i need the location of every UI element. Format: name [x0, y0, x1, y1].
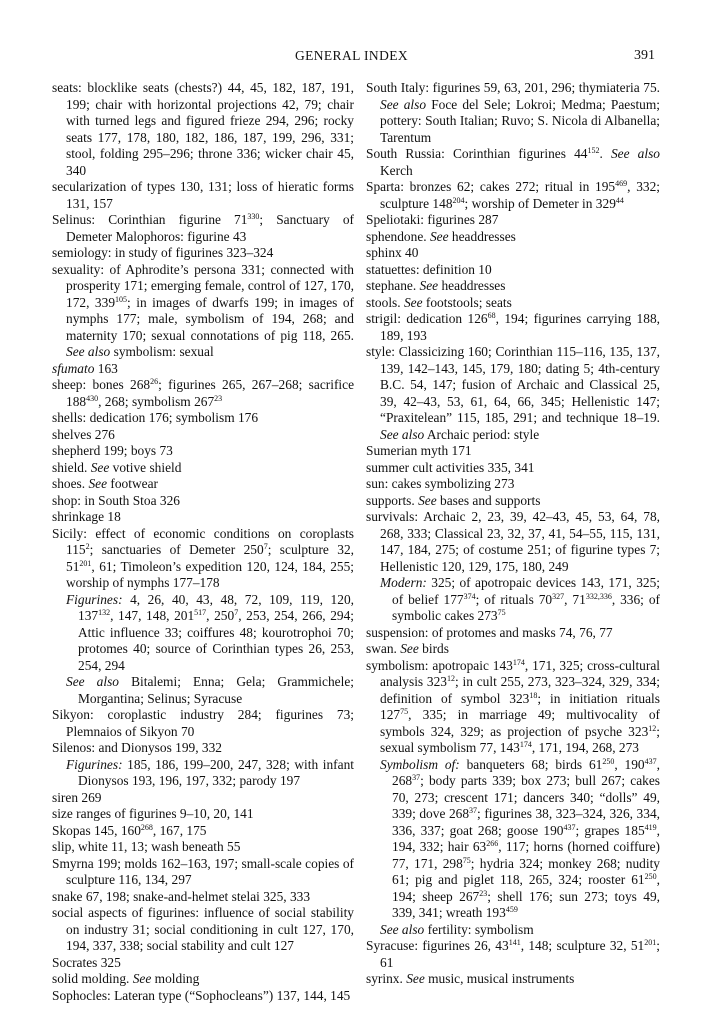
running-header [0, 48, 703, 70]
index-entry: shepherd 199; boys 73 [52, 443, 173, 458]
index-subentry: Figurines: 4, 26, 40, 43, 48, 72, 109, 119, 120, $137^{132}$, 147, 148, $201^{517}$, $250^7$, 253, 254, 266, 294; Attic influence 33; coiffures 48; kourotrophoi 70; protomes 40; source of Corinthian types 26, 253, 254, 294 [66, 591, 355, 673]
index-entry: shelves 276 [52, 426, 115, 442]
index-entry: sun: cakes symbolizing 273 [366, 476, 515, 491]
index-entry: semiology: in study of figurines 323–324 [52, 245, 274, 260]
index-entry: South Italy: figurines 59, 63, 201, 296; thymiateria 75. See also Foce del Sele; Lokroi; Medma; Paestum; pottery: South Italian; Ruvo; S. Nicola di Albanella; Tarentum [366, 80, 660, 145]
page-number: 391 [634, 48, 655, 63]
running-title: GENERAL INDEX [294, 48, 409, 63]
index-subentry: Modern: 325; of apotropaic devices 143, 171, 325; of belief $177^{374}$; of rituals $70^{327}$, 71$^{332,336}$, 336; of symbolic cakes $273^{75}$ [380, 575, 660, 623]
index-entry: snake 67, 198; snake-and-helmet stelai 325, 333 [52, 888, 311, 904]
index-entry: Smyrna 199; molds 162–163, 197; small-scale copies of sculpture 116, 134, 297 [52, 855, 354, 887]
index-entry: secularization of types 130, 131; loss of hieratic forms 131, 157 [52, 179, 354, 211]
index-entry: Sophocles: Lateran type (“Sophocleans”) 137, 144, 145 [52, 987, 351, 1003]
index-entry: syrinx. See music, musical instruments [366, 971, 575, 986]
index-entry: Speliotaki: figurines 287 [366, 212, 499, 227]
index-entry: shells: dedication 176; symbolism 176 [52, 410, 259, 425]
index-entry: survivals: Archaic 2, 23, 39, 42–43, 45, 53, 64, 78, 268, 333; Classical 23, 32, 37, 41, 54–55, 115, 131, 147, 184, 275; of costume 251; of figurine types 7; Hellenistic 120, 129, 175, 180, 249 [366, 509, 660, 574]
index-entry: sphendone. See headdresses [366, 228, 516, 244]
index-entry: supports. See bases and supports [366, 492, 541, 508]
index-entry: social aspects of figurines: influence of social stability on industry 31; social conditioning in cult 127, 170, 194, 337, 338; social stability and cult 127 [52, 905, 354, 953]
index-subentry: See also Bitalemi; Enna; Gela; Grammichele; Morgantina; Selinus; Syracuse [66, 674, 354, 706]
index-entry: Silenos: and Dionysos 199, 332 [52, 740, 222, 755]
index-subentry: Figurines: 185, 186, 199–200, 247, 328; with infant Dionysos 193, 196, 197, 332; parody 197 [66, 756, 354, 788]
index-entry: shop: in South Stoa 326 [52, 492, 180, 508]
index-entry: shield. See votive shield [52, 459, 182, 475]
index-entry: sexuality: of Aphrodite’s persona 331; connected with prosperity 171; emerging female, control of 127, 170, 172, $339^{105}$; in images of dwarfs 199; in images of nymphs 177; male, symbolism of 194, 268; and maternity 170; sexual connotations of pig 118, 265. See also symbolism: sexual [52, 261, 354, 359]
index-entry: stools. See footstools; seats [366, 294, 512, 310]
index-entry: sfumato 163 [52, 360, 118, 376]
index-entry: statuettes: definition 10 [366, 261, 492, 277]
index-subentry: Symbolism of: banqueters 68; birds $61^{250}$, $190^{437}$, $268^{37}$; body parts 339; box 273; bull 267; cakes 70, 273; crescent 171; dancers 340; “dolls” 49, 339; dove $268^{37}$; figurines 38, 323–324, 326, 334, 336, 337; goat 268; goose $190^{437}$; grapes $185^{419}$, 194, 332; hair $63^{266}$, 117; horns (horned coiffure) 77, 171, $298^{75}$; hydria 324; monkey 268; nudity 61; pig and piglet 118, 265, 324; rooster $61^{250}$, 194; sheep $267^{23}$; shell 176; sun 273; toys 49, 339, 341; wreath $193^{459}$ [380, 756, 661, 920]
index-entry: style: Classicizing 160; Corinthian 115–116, 135, 137, 139, 142–143, 145, 179, 180; dating 5; 4th-century B.C. 54, 147; fusion of Archaic and Classical 25, 39, 42–43, 53, 61, 64, 66, 345; Hellenistic 147; “Praxitelean” 115, 185, 291; and technique 18–19. See also Archaic period: style [366, 344, 660, 442]
index-entry: shoes. See footwear [52, 476, 158, 491]
index-entry: Sumerian myth 171 [366, 443, 472, 458]
index-entry: siren 269 [52, 789, 102, 805]
index-entry: suspension: of protomes and masks 74, 76, 77 [366, 624, 613, 640]
index-entry: Sicily: effect of economic conditions on coroplasts $115^2$; sanctuaries of Demeter $250^7$; sculpture 32, $51^{201}$, 61; Timoleon’s expedition 120, 124, 184, 255; worship of nymphs 177–178 [52, 525, 354, 590]
index-entry: symbolism: apotropaic $143^{174}$, 171, 325; cross-cultural analysis $323^{12}$; in cult 255, 273, 323–324, 329, 334; definition of symbol $323^{18}$; in initiation rituals $127^{75}$, 335; in marriage 49; multivocality of symbols 324, 329; as projection of psyche $323^{12}$; sexual symbolism 77, $143^{174}$, 171, 194, 268, 273 [366, 657, 660, 755]
index-column-right [366, 80, 660, 988]
index-entry: solid molding. See molding [52, 971, 200, 986]
index-entry: Skopas 145, $160^{268}$, 167, 175 [52, 822, 207, 838]
index-entry: Sikyon: coroplastic industry 284; figurines 73; Plemnaios of Sikyon 70 [52, 707, 354, 739]
index-entry: sphinx 40 [366, 245, 419, 260]
index-entry: stephane. See headdresses [366, 278, 506, 293]
index-entry: Socrates 325 [52, 954, 121, 970]
index-entry: shrinkage 18 [52, 509, 121, 524]
index-entry: strigil: dedication $126^{68}$, 194; figurines carrying 188, 189, 193 [366, 311, 660, 343]
index-entry: slip, white 11, 13; wash beneath 55 [52, 839, 241, 854]
index-subentry: See also fertility: symbolism [380, 921, 534, 937]
index-entry: Selinus: Corinthian figurine $71^{330}$; Sanctuary of Demeter Malophoros: figurine 43 [52, 212, 354, 244]
index-entry: seats: blocklike seats (chests?) 44, 45, 182, 187, 191, 199; chair with horizontal projections 42, 79; chair with turned legs and figured frieze 294, 296; rocky seats 177, 178, 180, 182, 186, 187, 199, 296, 331; stool, folding 295–296; throne 336; wicker chair 45, 340 [52, 80, 354, 178]
index-entry: size ranges of figurines 9–10, 20, 141 [52, 806, 254, 821]
index-column-left [52, 80, 354, 1004]
index-entry: South Russia: Corinthian figurines $44^{152}$. See also Kerch [366, 146, 660, 178]
index-entry: summer cult activities 335, 341 [366, 459, 535, 475]
index-entry: swan. See birds [366, 641, 449, 656]
index-entry: sheep: bones $268^{26}$; figurines 265, 267–268; sacrifice $188^{430}$, 268; symbolism $267^{23}$ [52, 377, 355, 409]
index-entry: Syracuse: figurines 26, $43^{141}$, 148; sculpture 32, $51^{201}$; 61 [366, 938, 660, 970]
index-entry: Sparta: bronzes 62; cakes 272; ritual in $195^{469}$, 332; sculpture $148^{204}$; worship of Demeter in $329^{44}$ [366, 179, 660, 211]
